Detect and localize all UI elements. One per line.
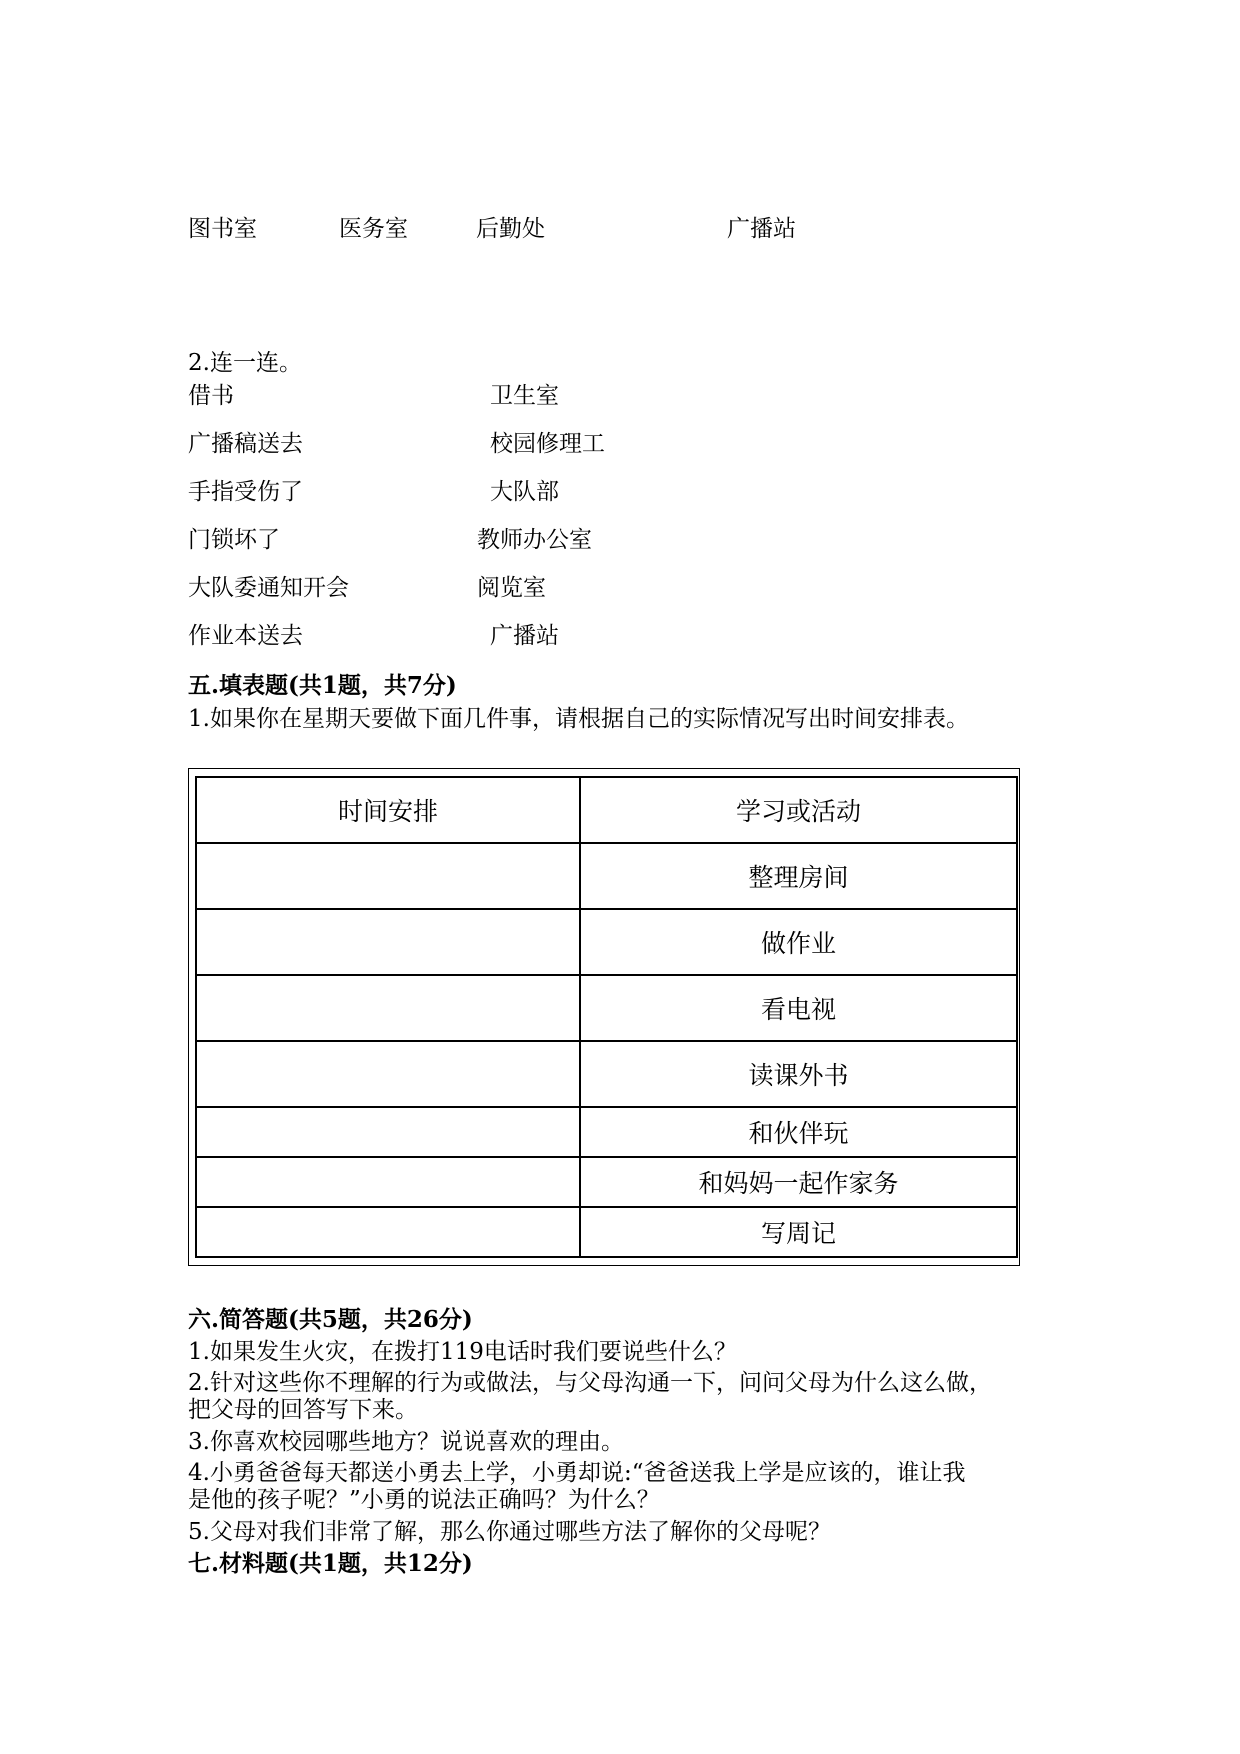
q2-left-item: 借书 (188, 383, 234, 409)
header-activity: 学习或活动 (580, 777, 1017, 843)
table-row (196, 1157, 1017, 1207)
activity-cell: 读课外书 (580, 1041, 1017, 1107)
time-cell[interactable] (196, 1207, 580, 1257)
table-row (196, 909, 1017, 975)
time-cell[interactable] (196, 1041, 580, 1107)
q2-right-item: 教师办公室 (477, 527, 592, 553)
label-library: 图书室 (188, 216, 257, 242)
q2-right-item: 校园修理工 (490, 431, 605, 457)
section-6-line: 3.你喜欢校园哪些地方？说说喜欢的理由。 (188, 1429, 624, 1455)
activity-cell: 和妈妈一起作家务 (580, 1157, 1017, 1207)
activity-cell: 写周记 (580, 1207, 1017, 1257)
table-row (196, 1107, 1017, 1157)
q2-right-item: 卫生室 (490, 383, 559, 409)
label-clinic: 医务室 (339, 216, 408, 242)
table-row (196, 843, 1017, 909)
section-6-heading: 六.简答题(共5题，共26分) (188, 1306, 473, 1333)
section-6-line: 5.父母对我们非常了解，那么你通过哪些方法了解你的父母呢？ (188, 1519, 831, 1545)
time-cell[interactable] (196, 843, 580, 909)
q2-title: 2.连一连。 (188, 350, 302, 376)
section-6-line: 1.如果发生火灾，在拨打119电话时我们要说些什么？ (188, 1339, 737, 1365)
section-6-line: 把父母的回答写下来。 (188, 1397, 418, 1423)
time-cell[interactable] (196, 975, 580, 1041)
q2-left-item: 手指受伤了 (188, 479, 303, 505)
time-cell[interactable] (196, 1107, 580, 1157)
time-cell[interactable] (196, 1157, 580, 1207)
label-broadcast: 广播站 (727, 216, 796, 242)
table-header-row (196, 777, 1017, 843)
time-cell[interactable] (196, 909, 580, 975)
q2-right-item: 大队部 (490, 479, 559, 505)
section-6-line: 2.针对这些你不理解的行为或做法，与父母沟通一下，问问父母为什么这么做， (188, 1370, 992, 1396)
label-logistics: 后勤处 (476, 216, 545, 242)
q2-left-item: 作业本送去 (188, 623, 303, 649)
table-row (196, 1041, 1017, 1107)
table-row (196, 975, 1017, 1041)
activity-cell: 看电视 (580, 975, 1017, 1041)
section-5-heading: 五.填表题(共1题，共7分) (188, 672, 457, 699)
q2-left-item: 门锁坏了 (188, 527, 280, 553)
q2-right-item: 广播站 (490, 623, 559, 649)
header-time: 时间安排 (196, 777, 580, 843)
activity-cell: 做作业 (580, 909, 1017, 975)
section-7-heading: 七.材料题(共1题，共12分) (188, 1550, 473, 1577)
table-row (196, 1207, 1017, 1257)
activity-cell: 和伙伴玩 (580, 1107, 1017, 1157)
activity-cell: 整理房间 (580, 843, 1017, 909)
section-6-line: 是他的孩子呢？”小勇的说法正确吗？为什么？ (188, 1487, 660, 1513)
q2-left-item: 广播稿送去 (188, 431, 303, 457)
section-6-line: 4.小勇爸爸每天都送小勇去上学，小勇却说:“爸爸送我上学是应该的，谁让我 (188, 1460, 966, 1486)
schedule-table (195, 776, 1018, 1258)
q2-right-item: 阅览室 (477, 575, 546, 601)
q2-left-item: 大队委通知开会 (188, 575, 349, 601)
section-5-question: 1.如果你在星期天要做下面几件事，请根据自己的实际情况写出时间安排表。 (188, 706, 969, 732)
